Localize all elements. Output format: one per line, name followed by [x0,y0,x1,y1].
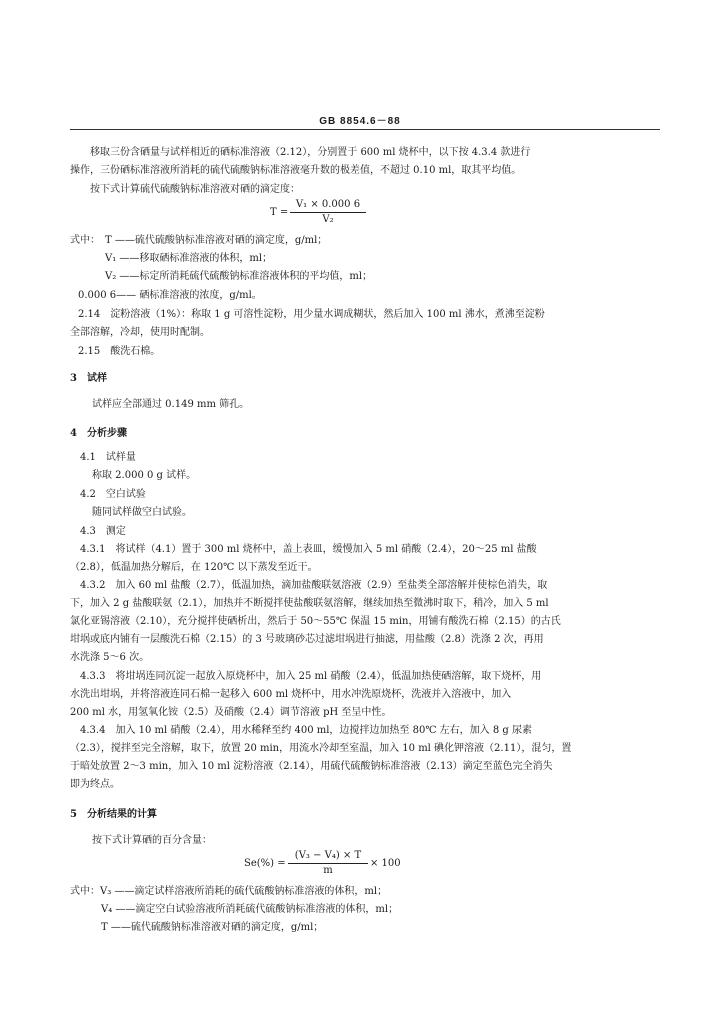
section-4-3-2-line: 水洗涤 5～6 次。 [70,652,150,663]
section-4-3-4-line: 4.3.4 加入 10 ml 硝酸（2.4），用水稀释至约 400 ml，边搅拌边加热至 80℃ 左右，加入 8 g 尿素 [80,725,532,736]
section-4-3-2-line: 氯化亚锡溶液（2.10），充分搅拌使硒析出，然后于 50～55℃ 保温 15 min，用铺有酸洗石棉（2.15）的古氏 [70,616,561,627]
section-4-2-title: 4.2 空白试验 [80,489,146,500]
section-2-15: 2.15 酸洗石棉。 [78,346,161,357]
section-4-2-body: 随同试样做空白试验。 [92,507,192,518]
where2-v3: 式中：V₃ ——滴定试样溶液所消耗的硫代硫酸钠标准溶液的体积，ml； [70,886,388,897]
formula2-lhs: Se(%) = [244,858,286,869]
section-3-title: 3 试样 [70,373,107,384]
section-4-1-body: 称取 2.000 0 g 试样。 [92,470,197,481]
formula1-fraction-bar [290,212,366,213]
section-4-1-title: 4.1 试样量 [80,452,136,463]
where1-v2: V₂ ——标定所消耗硫代硫酸钠标准溶液体积的平均值，ml； [105,271,373,282]
formula1-lhs: T = [270,207,289,218]
section-4-3-3-line: 4.3.3 将坩埚连同沉淀一起放入原烧杯中，加入 25 ml 硝酸（2.4），低温加热使硒溶解，取下烧杯，用 [80,671,542,682]
section-4-3-1-line: 4.3.1 将试样（4.1）置于 300 ml 烧杯中，盖上表皿，缓慢加入 5 ml 硝酸（2.4），20～25 ml 盐酸 [80,544,537,555]
section-4-3-4-line: （2.3），搅拌至完全溶解，取下，放置 20 min，用流水冷却至室温，加入 10 ml 碘化钾溶液（2.11），混匀，置 [70,743,572,754]
formula2-denominator: m [323,865,333,876]
where2-v4: V₄ ——滴定空白试验溶液所消耗硫代硫酸钠标准溶液的体积，ml； [101,904,399,915]
where1-prefix: 式中： [70,235,100,246]
where1-v1: V₁ ——移取硒标准溶液的体积，ml； [105,253,273,264]
section-2-14-line-1: 2.14 淀粉溶液（1%）：称取 1 g 可溶性淀粉，用少量水调成糊状，然后加入 100 ml 沸水，煮沸至淀粉 [78,309,545,320]
section-4-3-title: 4.3 测定 [80,526,126,537]
section-4-3-2-line: 4.3.2 加入 60 ml 盐酸（2.7），低温加热，滴加盐酸联氨溶液（2.9）至盐类全部溶解并使棕色消失，取 [80,580,548,591]
where1-concentration: 0.000 6—— 硒标准溶液的浓度，g/ml。 [78,290,262,301]
section-4-3-4-line: 即为终点。 [70,779,120,790]
section-4-3-3-line: 水洗出坩埚，并将溶液连同石棉一起移入 600 ml 烧杯中，用水冲洗原烧杯，洗液并入溶液中，加入 [70,689,512,700]
formula2-rhs: × 100 [370,858,401,869]
intro-formula-lead: 按下式计算硫代硫酸钠标准溶液对硒的滴定度： [90,184,300,195]
section-4-3-4-line: 于暗处放置 2～3 min，加入 10 ml 淀粉溶液（2.14），用硫代硫酸钠标准溶液（2.13）滴定至蓝色完全消失 [70,761,553,772]
section-2-14-line-2: 全部溶解，冷却，使用时配制。 [70,327,210,338]
section-3-body: 试样应全部通过 0.149 mm 筛孔。 [92,399,250,410]
where1-t: T ——硫代硫酸钠标准溶液对硒的滴定度，g/ml； [105,235,328,246]
where2-t: T ——硫代硫酸钠标准溶液对硒的滴定度，g/ml； [101,922,324,933]
formula2-numerator: (V₃ − V₄) × T [294,850,362,861]
intro-line-2: 操作，三份硒标准溶液所消耗的硫代硫酸钠标准溶液毫升数的极差值，不超过 0.10 ml，取其平均值。 [70,165,522,176]
section-4-3-2-line: 坩埚或底内铺有一层酸洗石棉（2.15）的 3 号玻璃砂芯过滤坩埚进行抽滤，用盐酸（2.8）洗涤 2 次，再用 [70,634,544,645]
section-4-3-1-line: （2.8），低温加热分解后，在 120℃ 以下蒸发至近干。 [70,562,318,573]
formula1-numerator: V₁ × 0.000 6 [295,199,361,210]
section-4-3-3-line: 200 ml 水，用氢氧化铵（2.5）及硝酸（2.4）调节溶液 pH 至呈中性。 [70,707,392,718]
formula1-denominator: V₂ [322,214,334,225]
section-4-3-2-line: 下，加入 2 g 盐酸联氨（2.1），加热并不断搅拌使盐酸联氨溶解，继续加热至微沸时取下，稍冷，加入 5 ml [70,598,549,609]
header-rule [70,129,660,130]
section-4-title: 4 分析步骤 [70,428,127,439]
formula2-fraction-bar [288,863,368,864]
document-header-code: GB 8854.6－88 [319,116,401,127]
section-5-intro: 按下式计算硒的百分含量： [92,835,212,846]
section-5-title: 5 分析结果的计算 [70,809,157,820]
intro-line-1: 移取三份含硒量与试样相近的硒标准溶液（2.12），分别置于 600 ml 烧杯中，以下按 4.3.4 款进行 [90,147,531,158]
